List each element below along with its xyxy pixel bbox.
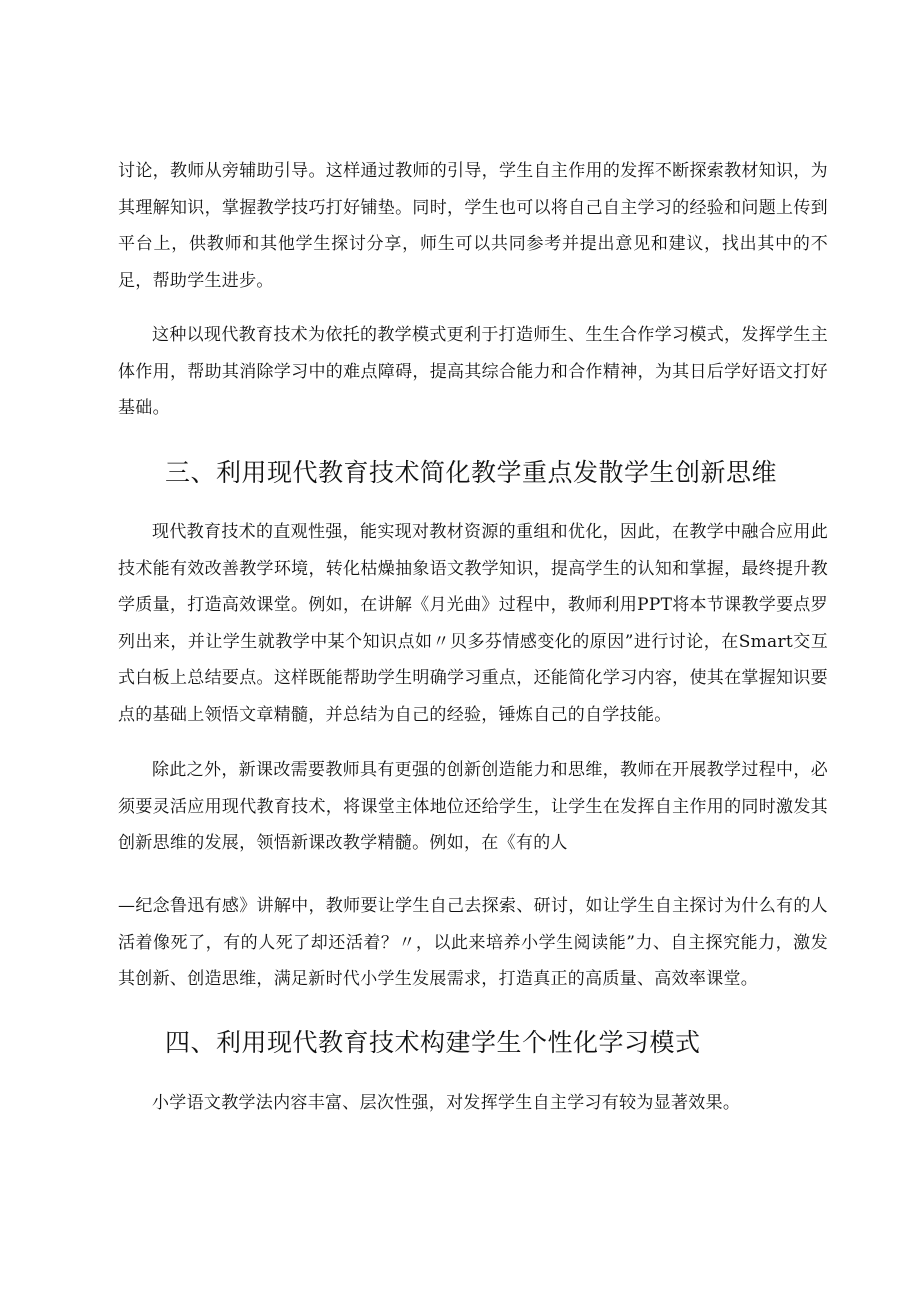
section-heading-4: 四、利用现代教育技术构建学生个性化学习模式 <box>165 1028 701 1057</box>
paragraph-intuitive-technology: 现代教育技术的直观性强，能实现对教材资源的重组和优化，因此，在教学中融合应用此技术能有效改善教学环境，转化枯燥抽象语文教学知识，提高学生的认知和掌握，最终提升教学质量，打造高效课堂。例如，在讲解《月光曲》过程中，教师利用PPT将本节课教学要点罗列出来，并让学生就教学中某个知识点如〃贝多芬情感变化的原因”进行讨论，在Smart交互式白板上总结要点。这样既能帮助学生明确学习重点，还能简化学习内容，使其在掌握知识要点的基础上领悟文章精髓，并总结为自己的经验，锤炼自己的自学技能。 <box>118 522 828 725</box>
paragraph-new-curriculum: 除此之外，新课改需要教师具有更强的创新创造能力和思维，教师在开展教学过程中，必须要灵活应用现代教育技术，将课堂主体地位还给学生，让学生在发挥自主作用的同时激发其创新思维的发展，领悟新课改教学精髓。例如，在《有的人 <box>118 760 828 853</box>
paragraph-lu-xun-example: —纪念鲁迅有感》讲解中，教师要让学生自己去探索、研讨，如让学生自主探讨为什么有的人活着像死了，有的人死了却还活着？〃，以此来培养小学生阅读能”力、自主探究能力，激发其创新、创造思维，满足新时代小学生发展需求，打造真正的高质量、高效率课堂。 <box>118 896 828 989</box>
paragraph-cooperative-model: 这种以现代教育技术为依托的教学模式更利于打造师生、生生合作学习模式，发挥学生主体作用，帮助其消除学习中的难点障碍，提高其综合能力和合作精神，为其日后学好语文打好基础。 <box>118 325 828 418</box>
paragraph-teaching-method: 小学语文教学法内容丰富、层次性强，对发挥学生自主学习有较为显著效果。 <box>152 1093 741 1113</box>
paragraph-continuation: 讨论，教师从旁辅助引导。这样通过教师的引导，学生自主作用的发挥不断探索教材知识，为其理解知识，掌握教学技巧打好铺垫。同时，学生也可以将自己自主学习的经验和问题上传到平台上，供教师和其他学生探讨分享，师生可以共同参考并提出意见和建议，找出其中的不足，帮助学生进步。 <box>118 161 828 291</box>
section-heading-3: 三、利用现代教育技术简化教学重点发散学生创新思维 <box>165 458 778 487</box>
